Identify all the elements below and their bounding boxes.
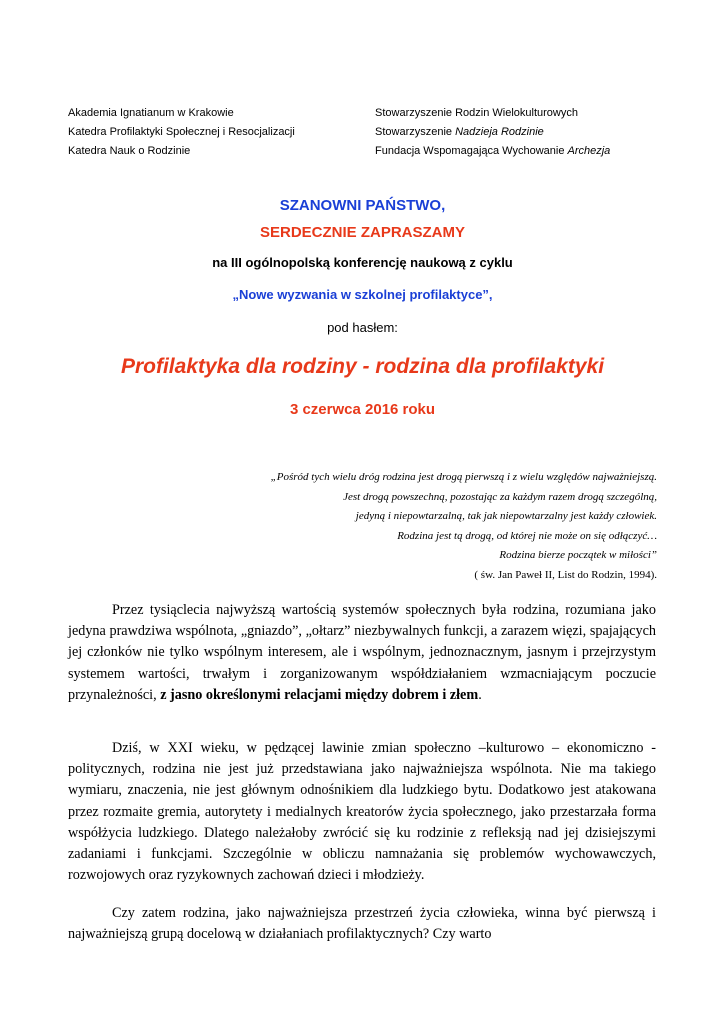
body-paragraph-1 [68, 600, 656, 706]
paragraph-text: Dziś, w XXI wieku, w pędzącej lawinie zmian społeczno –kulturowo – ekonomiczno - politycznych, rodzina nie jest już przedstawiana jako najważniejsza wspólnota. Nie ma takiego wymiaru, znaczenia, nie jest głównym odnośnikiem dla ludzkiego bytu. Dodatkowo jest atakowana przez rozmaite gremia, autorytety i medialnych kreatorów życia społecznego, jako przestarzała forma współżycia ludzkiego. Dlatego należałoby zwrócić się ku rodzinie z refleksją nad jej dzisiejszymi zadaniami i funkcjami. Szczególnie w obliczu namnażania się problemów wychowawczych, rozwojowych oraz ryzykownych zachowań dzieci i młodzieży. [68, 740, 656, 884]
organizer-name: Fundacja Wspomagająca Wychowanie [375, 145, 568, 157]
organizer-line [375, 123, 610, 142]
organizers-right [375, 104, 610, 161]
organizer-name-italic: Archezja [567, 145, 611, 157]
epigraph-quote [271, 468, 657, 585]
invitation-heading: SERDECZNIE ZAPRASZAMY [259, 224, 465, 241]
organizer-line [375, 142, 610, 161]
paragraph-text-run: Przez tysiąclecia najwyższą wartością systemów społecznych była rodzina, rozumiana jako jedyna prawdziwa wspólnota, „gniazdo”, „ołtarz” niezbywalnych funkcji, a zarazem więzi, spajających jej członków nie tylko wspólnym interesem, ale i wspólnym, jednoznacznym, jasnym i przejrzystym systemem wartości, trwałym i zorganizowanym współdziałaniem wzmacniającym poczucie przynależności, [68, 602, 656, 703]
quote-source: ( św. Jan Paweł II, List do Rodzin, 1994). [474, 568, 657, 581]
paragraph-text-run: . [478, 686, 482, 703]
quote-line: Rodzina bierze początek w miłości” [499, 549, 657, 561]
motto-intro: pod hasłem: [327, 320, 398, 335]
quote-line: Jest drogą powszechną, pozostając za każdym razem drogą szczególną, [343, 490, 657, 503]
organizers-left [68, 104, 295, 161]
conference-line: na III ogólnopolską konferencję naukową z cyklu [212, 255, 513, 270]
organizer-line [375, 104, 610, 123]
organizer-name: Stowarzyszenie Rodzin Wielokulturowych [375, 107, 578, 119]
conference-date: 3 czerwca 2016 roku [289, 401, 436, 418]
greeting-heading: SZANOWNI PAŃSTWO, [279, 197, 446, 214]
organizer-line: Katedra Profilaktyki Społecznej i Resocjalizacji [68, 126, 295, 138]
body-paragraph-3 [68, 903, 656, 945]
body-paragraph-2 [68, 738, 656, 886]
organizer-line: Akademia Ignatianum w Krakowie [68, 107, 234, 119]
series-title: „Nowe wyzwania w szkolnej profilaktyce”, [232, 287, 493, 302]
quote-line: jedyną i niepowtarzalną, tak jak niepowtarzalny jest każdy człowiek. [355, 510, 657, 522]
emphasis-text: z jasno określonymi relacjami między dobrem i złem [160, 686, 479, 703]
conference-theme: Profilaktyka dla rodziny - rodzina dla profilaktyki [120, 355, 605, 378]
organizer-name-italic: Nadzieja Rodzinie [455, 126, 544, 138]
quote-line: Rodzina jest tą drogą, od której nie może on się odłączyć… [397, 529, 657, 542]
quote-line: „Pośród tych wielu dróg rodzina jest drogą pierwszą i z wielu względów najważniejszą. [270, 471, 657, 483]
organizer-name: Stowarzyszenie [375, 126, 456, 138]
paragraph-text: Czy zatem rodzina, jako najważniejsza przestrzeń życia człowieka, winna być pierwszą i najważniejszą grupą docelową w działaniach profilaktycznych? Czy warto [68, 905, 656, 943]
paragraph-text [68, 600, 656, 706]
organizer-line: Katedra Nauk o Rodzinie [68, 145, 191, 157]
